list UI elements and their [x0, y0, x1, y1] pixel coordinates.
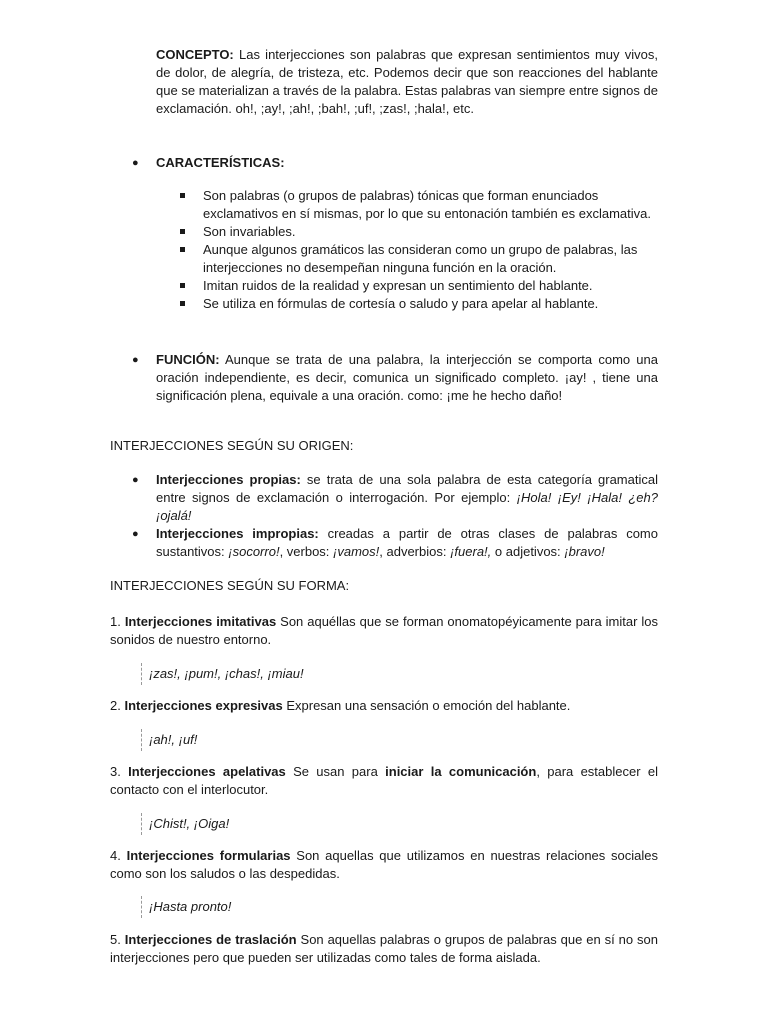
funcion-label: FUNCIÓN:	[156, 352, 220, 367]
list-item: ● Interjecciones propias: se trata de una sola palabra de esta categoría gramatical entre signos de exclamación o interrogación. Por ejemplo: ¡Hola! ¡Ey! ¡Hala! ¿eh? ¡ojalá!	[132, 472, 658, 523]
example-quote: ¡Hasta pronto!	[141, 896, 231, 918]
forma-item-5: 5. Interjecciones de traslación Son aquellas palabras o grupos de palabras que en sí no son interjecciones pero que pueden ser utilizadas como tales de forma aislada.	[110, 932, 658, 965]
list-item: Son invariables.	[203, 223, 658, 241]
list-item: Aunque algunos gramáticos las consideran como un grupo de palabras, las interjecciones no desempeñan ninguna función en la oración.	[203, 241, 658, 277]
concepto-paragraph	[156, 46, 658, 118]
forma-item-3: 3. Interjecciones apelativas Se usan para iniciar la comunicación, para establecer el contacto con el interlocutor.	[110, 764, 658, 797]
concepto-text: Las interjecciones son palabras que expresan sentimientos muy vivos, de dolor, de alegría, de tristeza, etc. Podemos decir que son reacciones del hablante que se materializan a través de la palabra. Estas palabras van siempre entre signos de exclamación. oh!, ;ay!, ;ah!, ;bah!, ;uf!, ;zas!, ;hala!, etc.	[156, 47, 658, 116]
caracteristicas-list	[203, 187, 658, 313]
forma-heading: INTERJECCIONES SEGÚN SU FORMA:	[110, 578, 350, 593]
list-item: ● Interjecciones impropias: creadas a partir de otras clases de palabras como sustantivos: ¡socorro!, verbos: ¡vamos!, adverbios: ¡fuera!, o adjetivos: ¡bravo!	[132, 526, 658, 559]
bullet-dot-icon: ●	[132, 528, 139, 540]
example-quote: ¡ah!, ¡uf!	[141, 729, 197, 751]
forma-item-2: 2. Interjecciones expresivas Expresan una sensación o emoción del hablante.	[110, 698, 571, 713]
square-bullet-icon	[180, 229, 185, 234]
square-bullet-icon	[180, 193, 185, 198]
origen-heading: INTERJECCIONES SEGÚN SU ORIGEN:	[110, 438, 354, 453]
bullet-dot-icon: ●	[132, 157, 139, 169]
square-bullet-icon	[180, 283, 185, 288]
forma-item-4: 4. Interjecciones formularias Son aquellas que utilizamos en nuestras relaciones sociales como son los saludos o las despedidas.	[110, 848, 658, 881]
list-item: Son palabras (o grupos de palabras) tónicas que forman enunciados exclamativos en sí mismas, por lo que su entonación también es exclamativa.	[203, 187, 658, 223]
concepto-label: CONCEPTO:	[156, 47, 234, 62]
caracteristicas-label: CARACTERÍSTICAS:	[156, 155, 285, 170]
origen-list	[132, 471, 658, 561]
list-item: Se utiliza en fórmulas de cortesía o saludo y para apelar al hablante.	[203, 295, 658, 313]
example-quote: ¡zas!, ¡pum!, ¡chas!, ¡miau!	[141, 663, 304, 685]
funcion-text: Aunque se trata de una palabra, la interjección se comporta como una oración independiente, es decir, comunica un significado completo. ¡ay! , tiene una significación plena, equivale a una oración. como: ¡me he hecho daño!	[156, 352, 658, 403]
funcion-paragraph	[132, 351, 658, 405]
bullet-dot-icon: ●	[132, 474, 139, 486]
example-quote: ¡Chist!, ¡Oiga!	[141, 813, 229, 835]
caracteristicas-heading	[132, 154, 658, 172]
bullet-dot-icon: ●	[132, 354, 139, 366]
square-bullet-icon	[180, 247, 185, 252]
square-bullet-icon	[180, 301, 185, 306]
forma-item-1: 1. Interjecciones imitativas Son aquéllas que se forman onomatopéyicamente para imitar los sonidos de nuestro entorno.	[110, 614, 658, 647]
list-item: Imitan ruidos de la realidad y expresan un sentimiento del hablante.	[203, 277, 658, 295]
